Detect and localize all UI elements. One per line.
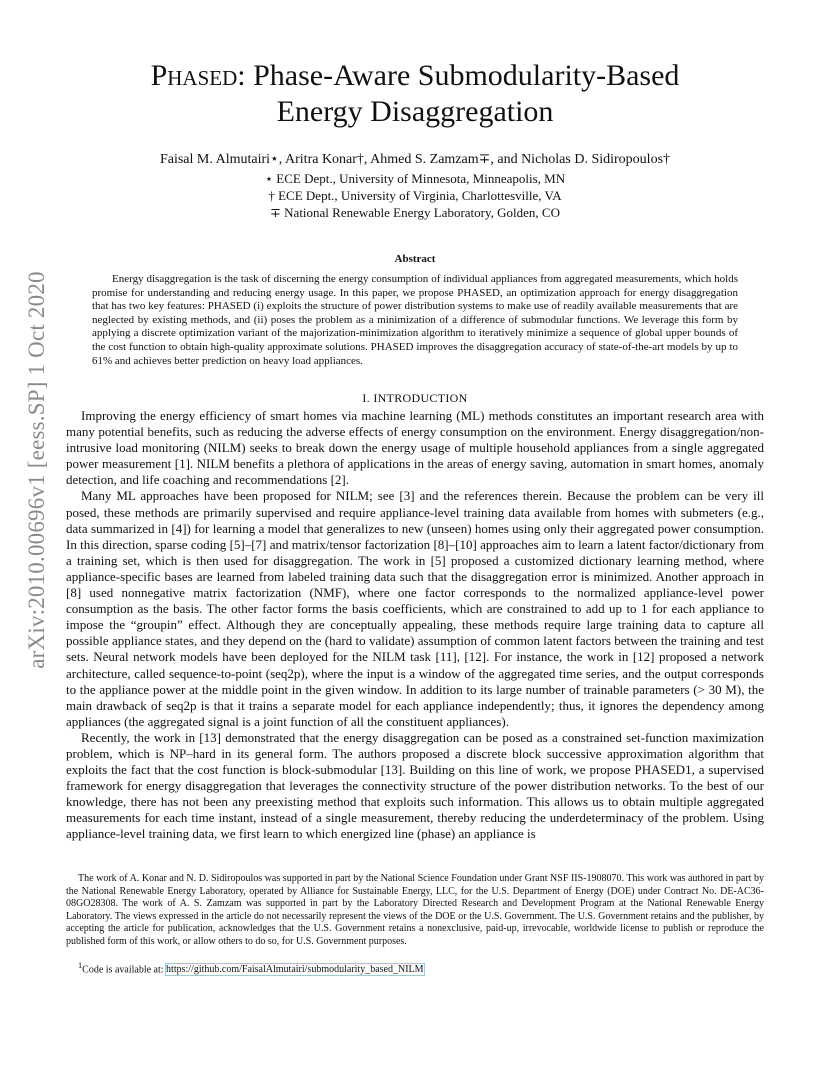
footnote-prefix: Code is available at: xyxy=(82,964,167,976)
footnote-mark: 1 xyxy=(78,961,83,970)
introduction-body xyxy=(66,408,764,843)
intro-paragraph-2: Many ML approaches have been proposed for NILM; see [3] and the references therein. Because the problem can be very ill posed, these methods are primarily supervised and require appliance-level training data available from homes with submeters (e.g., data summarized in [4]) for learning a model that generalizes to new (unseen) homes using only their aggregated power consumption. In this direction, sparse coding [5]–[7] and matrix/tensor factorization [8]–[10] approaches aim to learn a latent factor/dictionary from a training set, which is then used for disaggregation. The work in [5] proposed a customized dictionary learning method, where appliance-specific bases are learned from labeled training data such that the disaggregation error is minimized. Another approach in [8] used nonnegative matrix factorization (NMF), where one factor corresponds to the normalized appliance-level power consumption as the basis. The other factor forms the basis coefficients, which are constrained to add up to 1 for each appliance to impose the “groupin” effect. Although they are conceptually appealing, these methods require large training data to capture all possible appliance states, and they depend on the (hard to validate) assumption of common latent factors between the training and test sets. Neural network models have been deployed for the NILM task [11], [12]. For instance, the work in [12] proposed a network architecture, called sequence-to-point (seq2p), where the input is a window of the aggregated time series, and the output corresponds to the appliance power at the middle point in the given window. In addition to its large number of trainable parameters (> 30 M), the main drawback of seq2p is that it trains a separate model for each appliance independently; thus, it ignores the dependency among appliances (the aggregated signal is a joint function of all the constituent appliances). xyxy=(66,488,764,729)
section-heading-introduction: I. INTRODUCTION xyxy=(362,391,468,405)
paper-title xyxy=(66,58,764,130)
intro-paragraph-3: Recently, the work in [13] demonstrated that the energy disaggregation can be posed as a constrained set-function maximization problem, which is NP–hard in its general form. The authors proposed a discrete block successive approximation algorithm that exploits the fact that the cost function is block-submodular [13]. Building on this line of work, we propose PHASED1, a supervised framework for energy disaggregation that leverages the connectivity structure of the power distribution networks. To the best of our knowledge, there has not been any preexisting method that exploits such information. This allows us to obtain multiple aggregated measurements for each time instant, instead of a single measurement, thereby reducing the underdeterminacy of the problem. Using appliance-level training data, we first learn to which energized line (phase) an appliance is xyxy=(66,729,764,842)
arxiv-identifier: arXiv:2010.00696v1 [eess.SP] 1 Oct 2020 xyxy=(24,271,49,669)
arxiv-sidebar xyxy=(20,271,54,669)
code-repository-link[interactable]: https://github.com/FaisalAlmutairi/submodularity_based_NILM xyxy=(166,964,424,976)
title-line-2: Energy Disaggregation xyxy=(276,95,554,128)
intro-paragraph-1: Improving the energy efficiency of smart homes via machine learning (ML) methods constitutes an important research area with many potential benefits, such as reducing the adverse effects of energy consumption on the environment. Energy disaggregation/non-intrusive load monitoring (NILM) seeks to break down the energy usage of multiple household appliances from a single aggregated power measurement [1]. NILM benefits a plethora of applications in the areas of energy saving, automation in smart homes, anomaly detection, and life coaching and recommendations [2]. xyxy=(66,408,764,488)
author-list: Faisal M. Almutairi⋆, Aritra Konar†, Ahmed S. Zamzam∓, and Nicholas D. Sidiropoulos† xyxy=(159,152,671,167)
title-acronym: Phased xyxy=(150,59,238,92)
abstract-heading: Abstract xyxy=(394,253,436,265)
affiliation-uva: † ECE Dept., University of Virginia, Charlottesville, VA xyxy=(268,188,562,203)
title-line-1 xyxy=(66,58,764,94)
funding-footnote: The work of A. Konar and N. D. Sidiropoulos was supported in part by the National Science Foundation under Grant NSF IIS-1908070. This work was authored in part by the National Renewable Energy Laboratory, operated by Alliance for Sustainable Energy, LLC, for the U.S. Department of Energy (DOE) under Contract No. DE-AC36-08GO28308. The work of A. S. Zamzam was supported in part by the Laboratory Directed Research and Development Program at the National Renewable Energy Laboratory. The views expressed in the article do not necessarily represent the views of the DOE or the U.S. Government. The U.S. Government retains and the publisher, by accepting the article for publication, acknowledges that the U.S. Government retains a nonexclusive, paid-up, irrevocable, worldwide license to publish or reproduce the published form of this work, or allow others to do so, for U.S. Government purposes. xyxy=(66,873,764,947)
footnote-code-availability xyxy=(66,959,764,976)
title-line-1-rest: : Phase-Aware Submodularity-Based xyxy=(237,59,680,92)
affiliation-umn: ⋆ ECE Dept., University of Minnesota, Minneapolis, MN xyxy=(264,171,566,186)
affiliation-nrel: ∓ National Renewable Energy Laboratory, Golden, CO xyxy=(270,205,560,220)
abstract-text: Energy disaggregation is the task of discerning the energy consumption of individual appliances from aggregated measurements, which holds promise for understanding and reducing energy usage. In this paper, we propose PHASED, an optimization approach for energy disaggregation that has two key features: PHASED (i) exploits the structure of power distribution systems to make use of readily available measurements that are neglected by existing methods, and (ii) poses the problem as a minimization of a difference of submodular functions. We leverage this form by applying a discrete optimization variant of the majorization-minimization algorithm to iteratively minimize a sequence of global upper bounds of the cost function to obtain high-quality approximate solutions. PHASED improves the disaggregation accuracy of state-of-the-art models by up to 61% and achieves better prediction on heavy load appliances. xyxy=(92,273,738,367)
